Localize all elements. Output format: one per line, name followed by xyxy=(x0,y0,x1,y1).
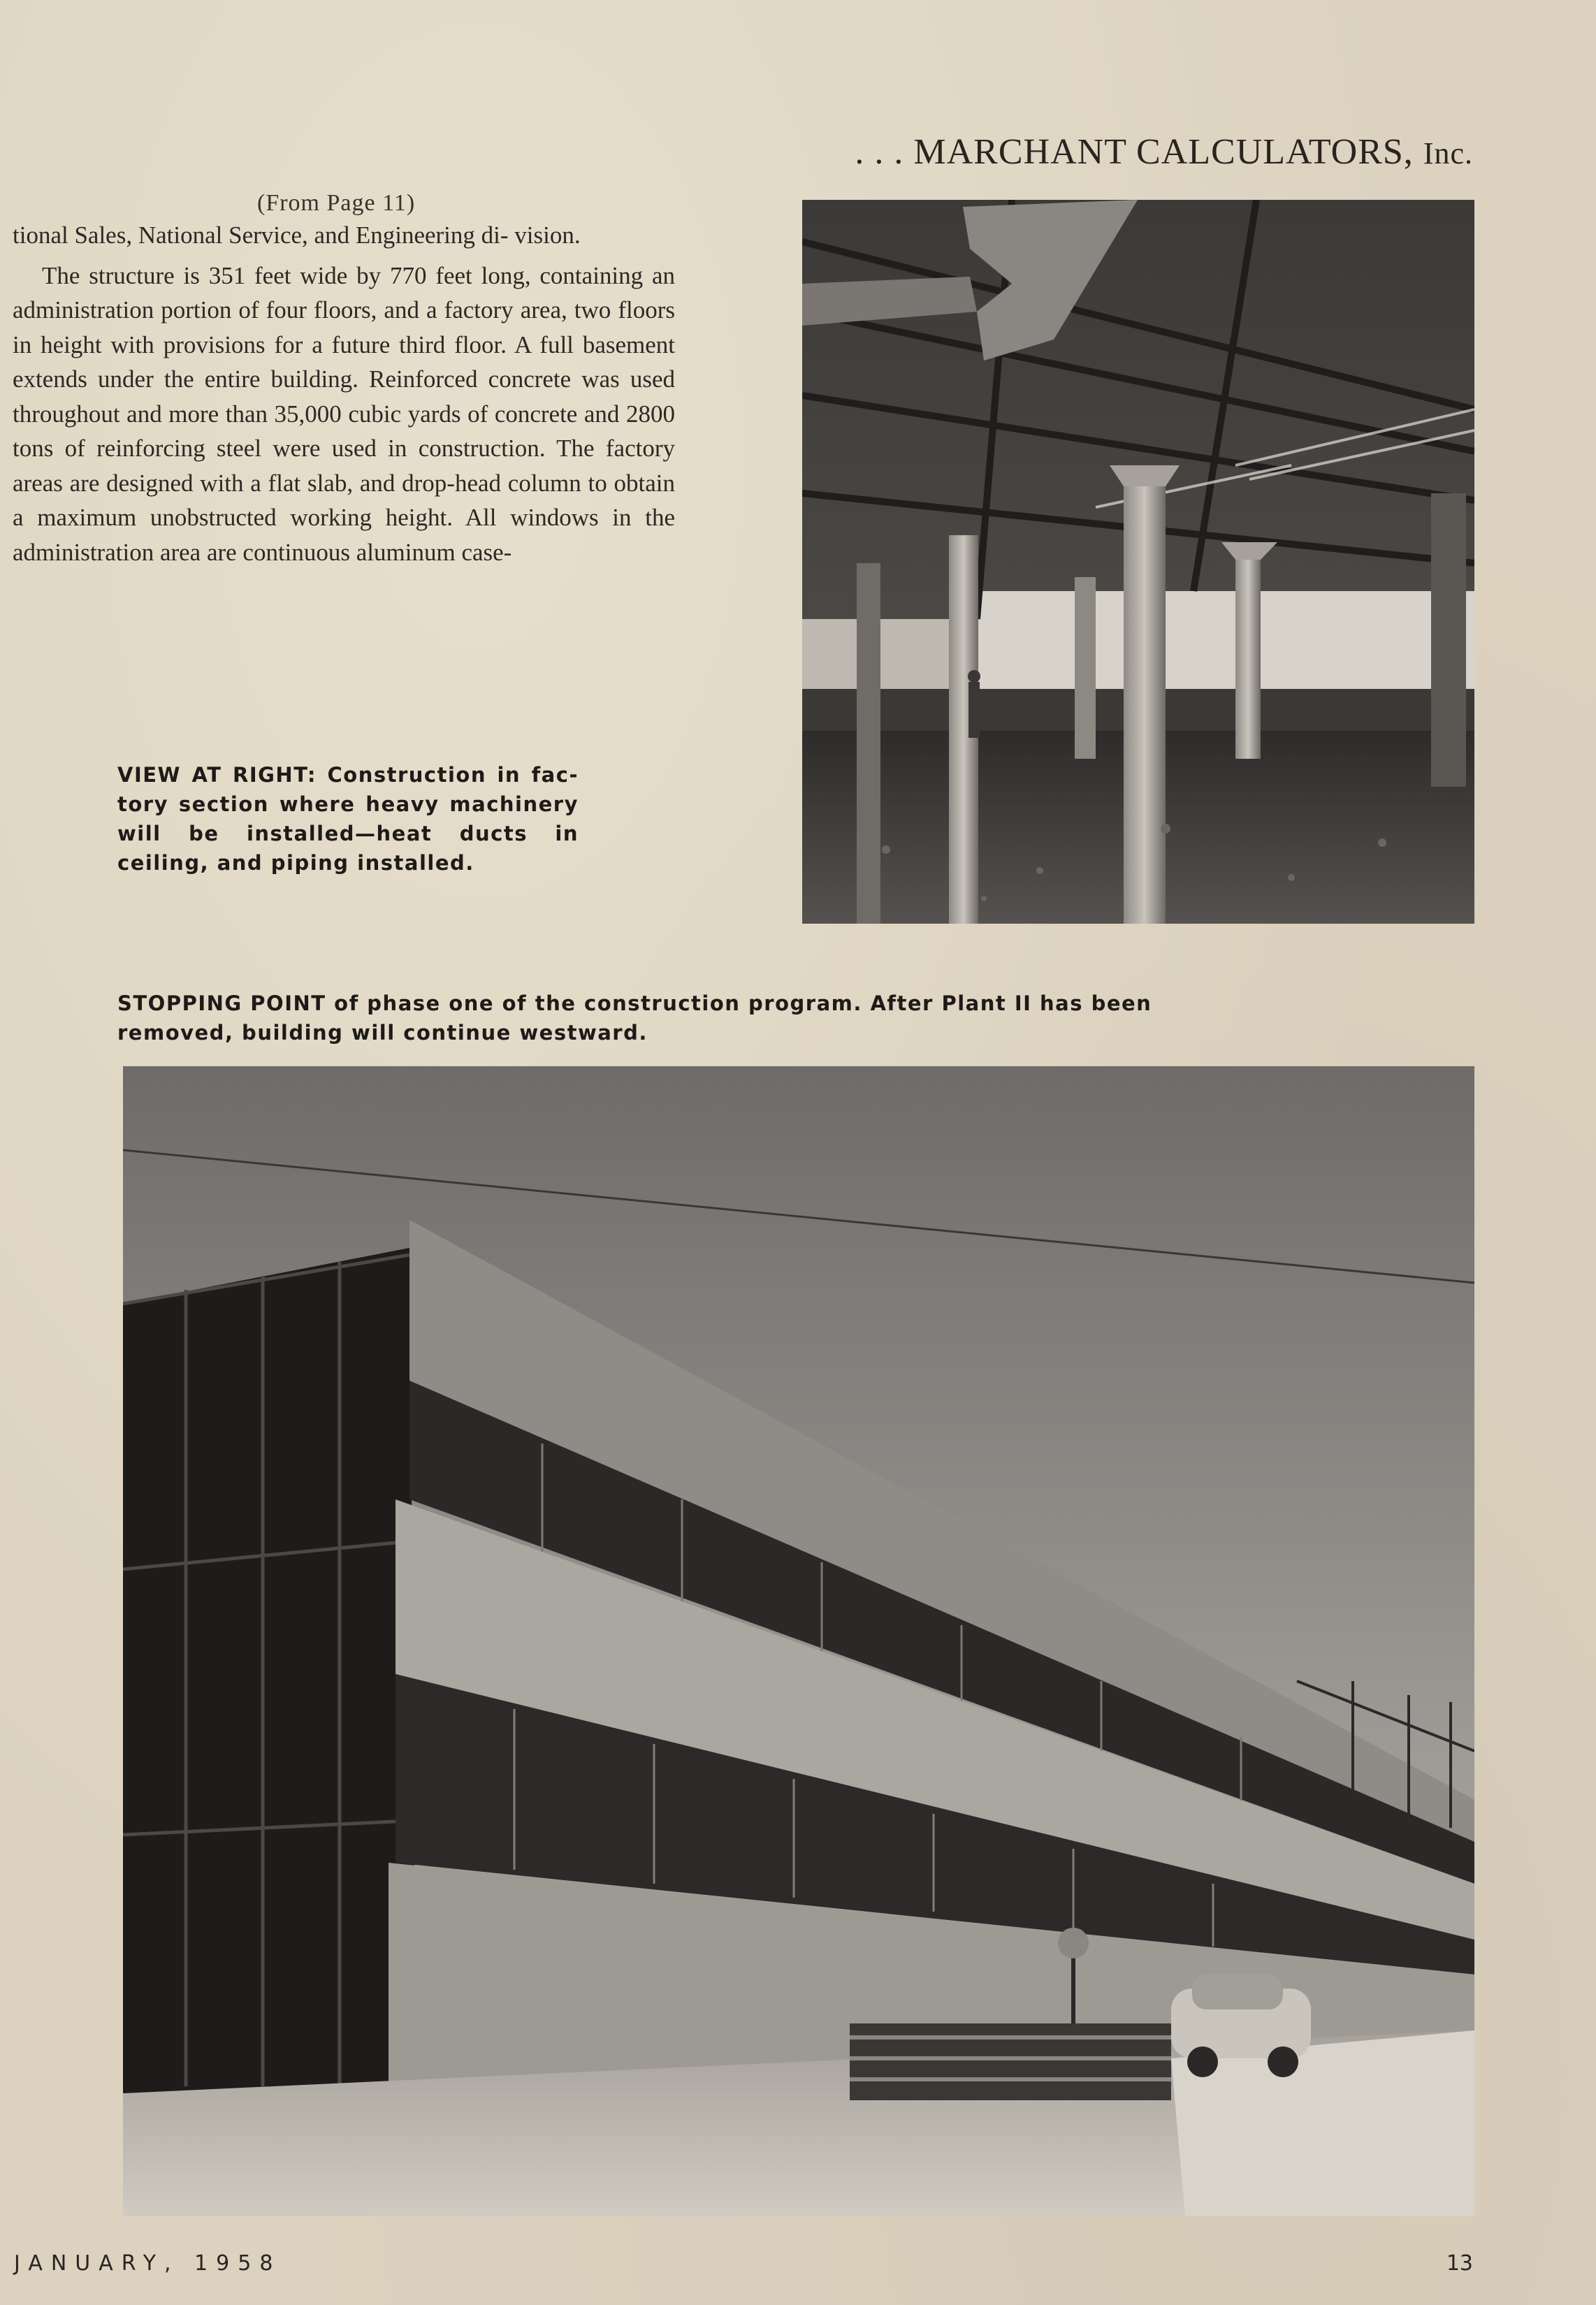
caption-view-text: Construction in fac- tory section where heavy machinery will be installed—heat ducts in ceiling, and piping installed. xyxy=(117,763,579,875)
footer-page-number: 13 xyxy=(1446,2251,1473,2276)
factory-interior-image xyxy=(802,200,1474,924)
building-exterior-image xyxy=(123,1066,1474,2216)
continued-from-note: (From Page 11) xyxy=(257,190,416,216)
article-paragraph-1: tional Sales, National Service, and Engineering di- vision. xyxy=(13,221,581,249)
footer-date: JANUARY, 1958 xyxy=(14,2251,282,2276)
caption-view-at-right xyxy=(117,760,579,878)
running-header xyxy=(855,131,1473,173)
header-title: . . . MARCHANT CALCULATORS, xyxy=(855,132,1414,172)
caption-view-lead: VIEW AT RIGHT: xyxy=(117,763,317,787)
photo-building-exterior xyxy=(123,1066,1474,2216)
caption-stopping-text: of phase one of the construction program. After Plant II has been removed, building will continue westward. xyxy=(117,991,1152,1045)
article-body xyxy=(13,218,675,569)
header-suffix: Inc. xyxy=(1423,136,1473,170)
caption-stopping-lead: STOPPING POINT xyxy=(117,991,326,1015)
caption-stopping-point xyxy=(117,989,1166,1047)
article-paragraph-2: The structure is 351 feet wide by 770 feet long, containing an administration portion of four floors, and a factory area, two floors in height with provisions for a future third floor. A full basement extends under the entire building. Reinforced concrete was used throughout and more than 35,000 cubic yards of concrete and 2800 tons of reinforcing steel were used in construction. The factory areas are designed with a flat slab, and drop-head column to obtain a maximum unobstructed working height. All windows in the administration area are continuous aluminum case- xyxy=(13,261,675,566)
photo-factory-interior xyxy=(802,200,1474,924)
